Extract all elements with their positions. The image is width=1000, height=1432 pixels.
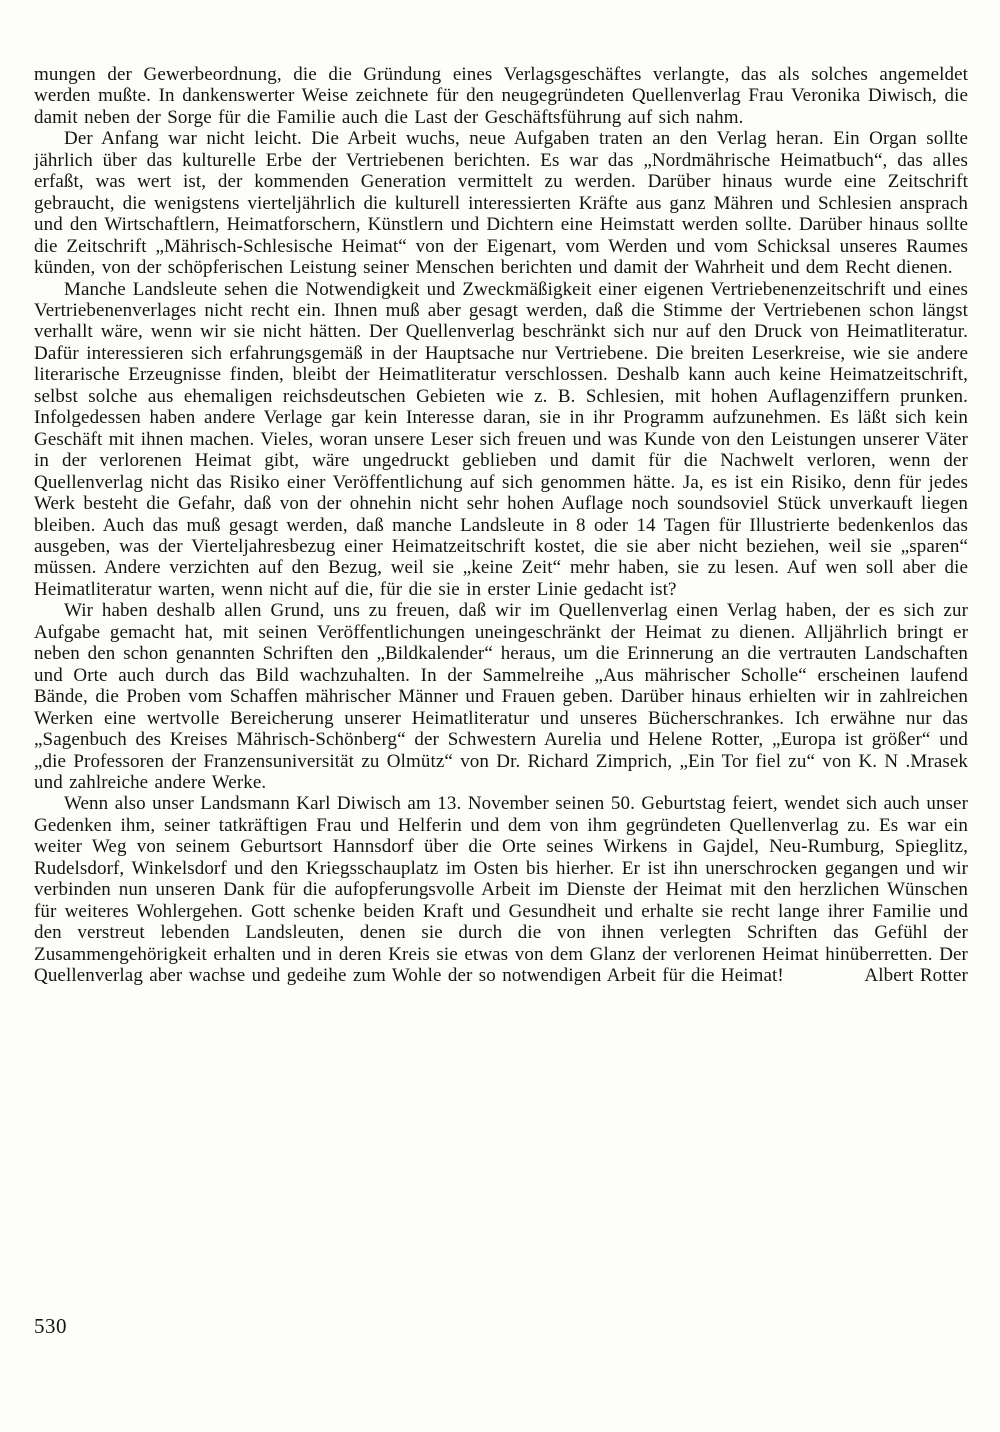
paragraph-continuation: mungen der Gewerbeordnung, die die Gründung eines Verlagsgeschäftes verlangte, das als solches angemeldet werden mußte. In dankenswerter Weise zeichnete für den neugegründeten Quellenverlag Frau Veronika Diwisch, die damit neben der Sorge für die Familie auch die Last der Geschäftsführung auf sich nahm. [34, 64, 968, 128]
page-number: 530 [34, 1314, 67, 1338]
paragraph-der-anfang: Der Anfang war nicht leicht. Die Arbeit wuchs, neue Aufgaben traten an den Verlag heran. Ein Organ sollte jährlich über das kulturelle Erbe der Vertriebenen berichten. Es war das „Nordmährische Heimatbuch“, das alles erfaßt, was wert ist, der kommenden Generation vermittelt zu werden. Darüber hinaus wurde eine Zeitschrift gebraucht, die wenigstens vierteljährlich die kulturell interessierten Kräfte aus ganz Mähren und Schlesien ansprach und den Wirtschaftlern, Heimatforschern, Künstlern und Dichtern eine Heimstatt werden sollte. Darüber hinaus sollte die Zeitschrift „Mährisch-Schlesische Heimat“ von der Eigenart, vom Werden und vom Schicksal unseres Raumes künden, von der schöpferischen Leistung seiner Menschen berichten und damit der Wahrheit und dem Recht dienen. [34, 128, 968, 279]
paragraph-closing-text: Wenn also unser Landsmann Karl Diwisch am 13. November seinen 50. Geburtstag feiert, wendet sich auch unser Gedenken ihm, seiner tatkräftigen Frau und Helferin und dem von ihm gegründeten Quellenverlag zu. Es war ein weiter Weg von seinem Geburtsort Hannsdorf über die Orte seines Wirkens in Gajdel, Neu-Rumburg, Spieglitz, Rudelsdorf, Winkelsdorf und den Kriegsschauplatz im Osten bis hierher. Er ist ihn unerschrocken gegangen und wir verbinden nun unseren Dank für die aufopferungsvolle Arbeit im Dienste der Heimat mit den herzlichen Wünschen für weiteres Wohlergehen. Gott schenke beiden Kraft und Gesundheit und erhalte sie recht lange ihrer Familie und den verstreut lebenden Landsleuten, denen sie durch die von ihnen verlegten Schriften das Gefühl der Zusammengehörigkeit erhalten und in deren Kreis sie etwas von dem Glanz der verlorenen Heimat hinüberretten. Der Quellenverlag aber wachse und gedeihe zum Wohle der so notwendigen Arbeit für die Heimat! [34, 793, 968, 987]
author-signature: Albert Rotter [864, 965, 968, 987]
paragraph-wir-haben: Wir haben deshalb allen Grund, uns zu freuen, daß wir im Quellenverlag einen Verlag haben, der es sich zur Aufgabe gemacht hat, mit seinen Veröffentlichungen uneingeschränkt der Heimat zu dienen. Alljährlich bringt er neben den schon genannten Schriften den „Bildkalender“ heraus, um die Erinnerung an die vertrauten Landschaften und Orte auch durch das Bild wachzuhalten. In der Sammelreihe „Aus mährischer Scholle“ erscheinen laufend Bände, die Proben vom Schaffen mährischer Männer und Frauen geben. Darüber hinaus erhielten wir in zahlreichen Werken eine wertvolle Bereicherung unserer Heimatliteratur und unseres Bücherschrankes. Ich erwähne nur das „Sagenbuch des Kreises Mährisch-Schönberg“ der Schwestern Aurelia und Helene Rotter, „Europa ist größer“ und „die Professoren der Franzensuniversität zu Olmütz“ von Dr. Richard Zimprich, „Ein Tor fiel zu“ von K. N .Mrasek und zahlreiche andere Werke. [34, 600, 968, 793]
paragraph-manche-landsleute: Manche Landsleute sehen die Notwendigkeit und Zweckmäßigkeit einer eigenen Vertriebenenzeitschrift und eines Vertriebenenverlages nicht recht ein. Ihnen muß aber gesagt werden, daß die Stimme der Vertriebenen schon längst verhallt wäre, wenn wir sie nicht hätten. Der Quellenverlag beschränkt sich nur auf den Druck von Heimatliteratur. Dafür interessieren sich erfahrungsgemäß in der Hauptsache nur Vertriebene. Die breiten Leserkreise, wie sie andere literarische Erzeugnisse finden, bleibt der Heimatliteratur verschlossen. Deshalb kann auch keine Heimatzeitschrift, selbst solche aus ehemaligen reichsdeutschen Gebieten wie z. B. Schlesien, mit hohen Auflagenziffern prunken. Infolgedessen haben andere Verlage gar kein Interesse daran, sie in ihr Programm aufzunehmen. Es läßt sich kein Geschäft mit ihnen machen. Vieles, woran unsere Leser sich freuen und was Kunde von den Leistungen unserer Väter in der verlorenen Heimat gibt, wäre ungedruckt geblieben und damit für die Nachwelt verloren, wenn der Quellenverlag nicht das Risiko einer Veröffentlichung auf sich genommen hätte. Ja, es ist ein Risiko, denn für jedes Werk besteht die Gefahr, daß von der ohnehin nicht sehr hohen Auflage noch soundsoviel Stück unverkauft liegen bleiben. Auch das muß gesagt werden, daß manche Landsleute in 8 oder 14 Tagen für Illustrierte bedenkenlos das ausgeben, was der Vierteljahresbezug einer Heimatzeitschrift kostet, die sie aber nicht beziehen, weil sie „sparen“ müssen. Andere verzichten auf den Bezug, weil sie „keine Zeit“ mehr haben, sie zu lesen. Auf wen soll aber die Heimatliteratur warten, wenn nicht auf die, für die sie in erster Linie gedacht ist? [34, 278, 968, 600]
paragraph-closing [34, 793, 968, 986]
article-body [34, 64, 968, 986]
